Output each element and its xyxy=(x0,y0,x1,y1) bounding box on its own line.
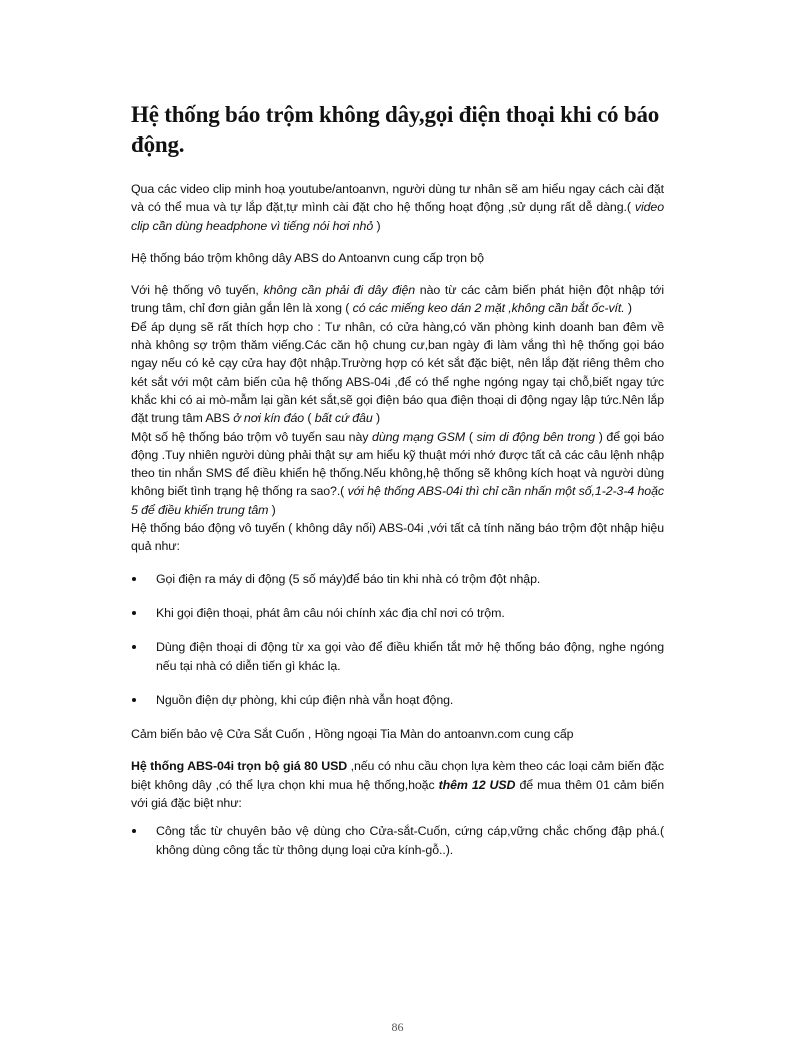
intro-text: Qua các video clip minh hoạ youtube/antoanvn, người dùng tư nhân sẽ am hiểu ngay cách cài đặt và có thể mua và tự lắp đặt,tự mình cài đặt cho hệ thống hoạt động ,sử dụng rất dễ dàng.( xyxy=(131,182,664,215)
p5-d: để mua thêm 01 cảm biến với giá đặc biệt như: xyxy=(131,777,664,811)
gsm-paragraph xyxy=(131,428,664,519)
price-bold: Hệ thống ABS-04i trọn bộ giá 80 USD xyxy=(131,759,348,774)
document-page xyxy=(131,100,664,875)
p2-d: bất cứ đâu xyxy=(314,411,373,426)
p1-d: có các miếng keo dán 2 mặt ,không cần bắt ốc-vít. xyxy=(352,301,625,316)
p2-e: ) xyxy=(372,411,380,426)
list-item: Dùng điện thoại di động từ xa gọi vào để điều khiển tắt mở hệ thống báo động, nghe ngóng nếu tại nhà có diễn tiến gì khác lạ. xyxy=(131,638,664,675)
p2-b: ở nơi kín đáo xyxy=(233,411,305,426)
bullet-icon xyxy=(132,829,136,833)
subtitle-sensors: Cảm biến bảo vệ Cửa Sắt Cuốn , Hồng ngoại Tia Màn do antoanvn.com cung cấp xyxy=(131,727,574,742)
p3-f: với hệ thống ABS-04i thì chỉ cần nhấn một số,1-2-3-4 hoặc 5 để điều khiển trung tâm xyxy=(131,484,664,517)
list-item: Gọi điện ra máy di động (5 số máy)để báo tin khi nhà có trộm đột nhập. xyxy=(131,570,664,588)
page-number: 86 xyxy=(391,1020,404,1034)
p1-c: nào từ các cảm biến phát hiện đột nhập tới trung tâm, chỉ đơn giản gắn lên là xong ( xyxy=(131,283,664,316)
p3-g: ) xyxy=(268,502,276,517)
list-item: Công tắc từ chuyên bảo vệ dùng cho Cửa-sắt-Cuốn, cứng cáp,vững chắc chống đập phá.( không dùng công tắc từ thông dụng loại cửa kính-gỗ..). xyxy=(131,822,664,859)
p3-a: Một số hệ thống báo trộm vô tuyến sau này xyxy=(131,429,373,444)
features-intro: Hệ thống báo động vô tuyến ( không dây nối) ABS-04i ,với tất cả tính năng báo trộm đột nhập hiệu quả như: xyxy=(131,521,664,554)
p2-c: ( xyxy=(304,411,315,426)
p2-a: Để áp dụng sẽ rất thích hợp cho : Tư nhân, có cửa hàng,có văn phòng kinh doanh ban đêm về nhà không sợ trộm thăm viếng.Các căn hộ chung cư,ban ngày đi làm vắng thì hệ thống gọi báo ngay nếu có kẻ cạy cửa hay đột nhập.Trường hợp có két sắt đặc biệt, nên lắp đặt riêng thêm cho két sắt với một cảm biến của hệ thống ABS-04i ,để có thể nghe ngóng ngay tại chỗ,biết ngay tức khắc khi có ai mò-mẫm lại gần két sắt,sẽ gọi điện báo qua điện thoại di động ngay lập tức.Nên lắp đặt trung tâm ABS xyxy=(131,319,664,426)
intro-end: ) xyxy=(373,218,381,233)
usage-paragraph xyxy=(131,318,664,428)
bullet-icon xyxy=(132,611,136,615)
bullet-icon xyxy=(132,645,136,649)
sensor-list xyxy=(131,822,664,859)
feature-list xyxy=(131,570,664,709)
p5-b: ,nếu có nhu cầu chọn lựa kèm theo các loại cảm biến đặc biệt không dây ,có thể lựa chọn khi mua hệ thống,hoặc xyxy=(131,759,664,792)
list-item: Nguồn điện dự phòng, khi cúp điện nhà vẫn hoạt động. xyxy=(131,691,664,709)
list-item: Khi gọi điện thoại, phát âm câu nói chính xác địa chỉ nơi có trộm. xyxy=(131,604,664,622)
wireless-paragraph xyxy=(131,281,664,318)
subtitle-abs: Hệ thống báo trộm không dây ABS do Antoanvn cung cấp trọn bộ xyxy=(131,250,484,265)
p3-e: ) để gọi báo động .Tuy nhiên người dùng phải thật sự am hiểu kỹ thuật mới nhớ được tất cả các câu lệnh nhập theo tin nhắn SMS để điều khiển hệ thống.Nếu không,hệ thống sẽ không kích hoạt và người dùng không biết tình trạng hệ thống ra sao?.( xyxy=(131,429,664,499)
p1-b: không cần phải đi dây điện xyxy=(263,283,416,298)
p3-d: sim di động bên trong xyxy=(476,429,596,444)
p3-c: ( xyxy=(465,429,477,444)
extra-price: thêm 12 USD xyxy=(438,777,516,792)
intro-paragraph xyxy=(131,180,664,235)
page-title: Hệ thống báo trộm không dây,gọi điện thoại khi có báo động. xyxy=(131,102,660,157)
p1-a: Với hệ thống vô tuyến, xyxy=(131,283,264,298)
intro-italic: video clip cần dùng headphone vì tiếng nói hơi nhỏ xyxy=(131,200,664,233)
p3-b: dùng mạng GSM xyxy=(372,429,466,444)
p1-e: ) xyxy=(624,301,632,316)
price-paragraph xyxy=(131,757,664,812)
bullet-icon xyxy=(132,698,136,702)
bullet-icon xyxy=(132,577,136,581)
